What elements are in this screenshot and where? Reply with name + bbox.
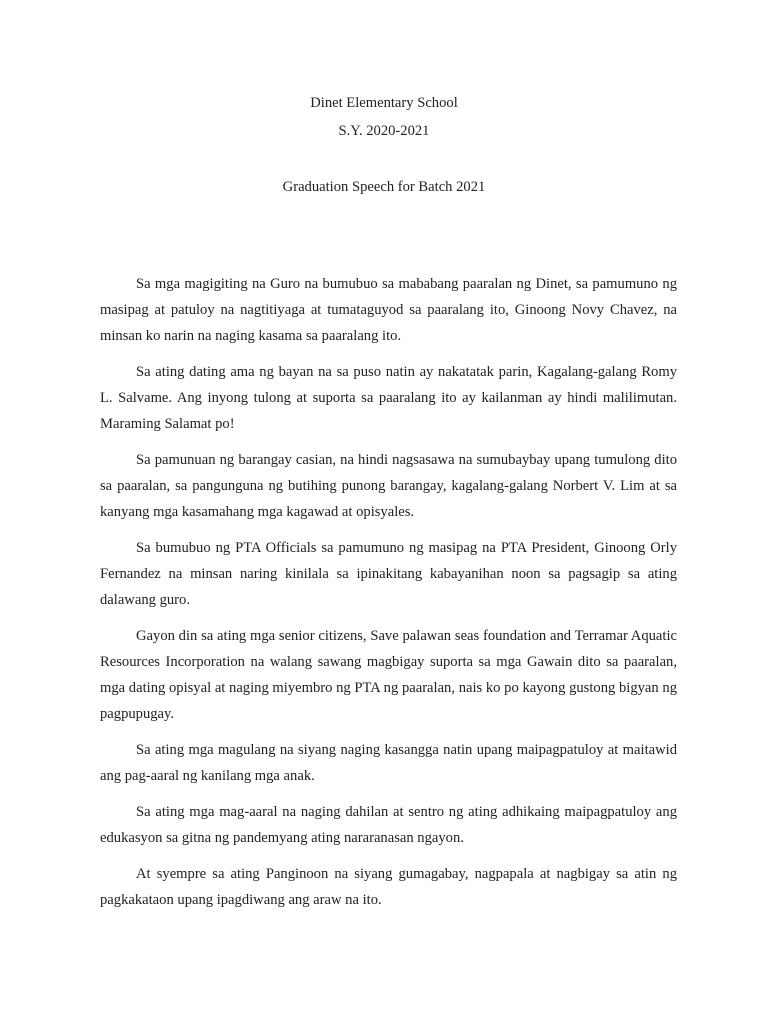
paragraph-students: Sa ating mga mag-aaral na naging dahilan at sentro ng ating adhikaing maipagpatuloy ang edukasyon sa gitna ng pandemyang ating nararanasan ngayon. [100, 804, 677, 846]
paragraph-parents: Sa ating mga magulang na siyang naging kasangga natin upang maipagpatuloy at maitawid ang pag-aaral ng kanilang mga anak. [100, 742, 677, 784]
school-name: Dinet Elementary School [310, 95, 458, 111]
paragraph-lord: At syempre sa ating Panginoon na siyang gumagabay, nagpapala at nagbigay sa atin ng pagkakataon upang ipagdiwang ang araw na ito. [100, 866, 677, 908]
paragraph-teachers: Sa mga magigiting na Guro na bumubuo sa mababang paaralan ng Dinet, sa pamumuno ng masipag at patuloy na nagtitiyaga at tumataguyod sa paaralang ito, Ginoong Novy Chavez, na minsan ko narin na naging kasama sa paaralang ito. [100, 276, 677, 344]
paragraph-supporters: Gayon din sa ating mga senior citizens, Save palawan seas foundation and Terramar Aquatic Resources Incorporation na walang sawang magbigay suporta sa mga Gawain dito sa paaralan, mga dating opisyal at naging miyembro ng PTA ng paaralan, nais ko po kayong gustong bigyan ng pagpupugay. [100, 628, 677, 722]
paragraph-barangay: Sa pamunuan ng barangay casian, na hindi nagsasawa na sumubaybay upang tumulong dito sa paaralan, sa pangunguna ng butihing punong barangay, kagalang-galang Norbert V. Lim at sa kanyang mga kasamahang mga kagawad at opisyales. [100, 452, 677, 520]
speech-body [100, 271, 677, 923]
speech-title: Graduation Speech for Batch 2021 [282, 179, 486, 195]
paragraph-former-mayor: Sa ating dating ama ng bayan na sa puso natin ay nakatatak parin, Kagalang-galang Romy L. Salvame. Ang inyong tulong at suporta sa paaralang ito ay kailanman ay hindi malilimutan. Maraming Salamat po! [100, 364, 677, 432]
paragraph-pta-officials: Sa bumubuo ng PTA Officials sa pamumuno ng masipag na PTA President, Ginoong Orly Fernandez na minsan naring kinilala sa ipinakitang kabayanihan noon sa pagsagip sa ating dalawang guro. [100, 540, 677, 608]
school-year: S.Y. 2020-2021 [338, 123, 430, 139]
